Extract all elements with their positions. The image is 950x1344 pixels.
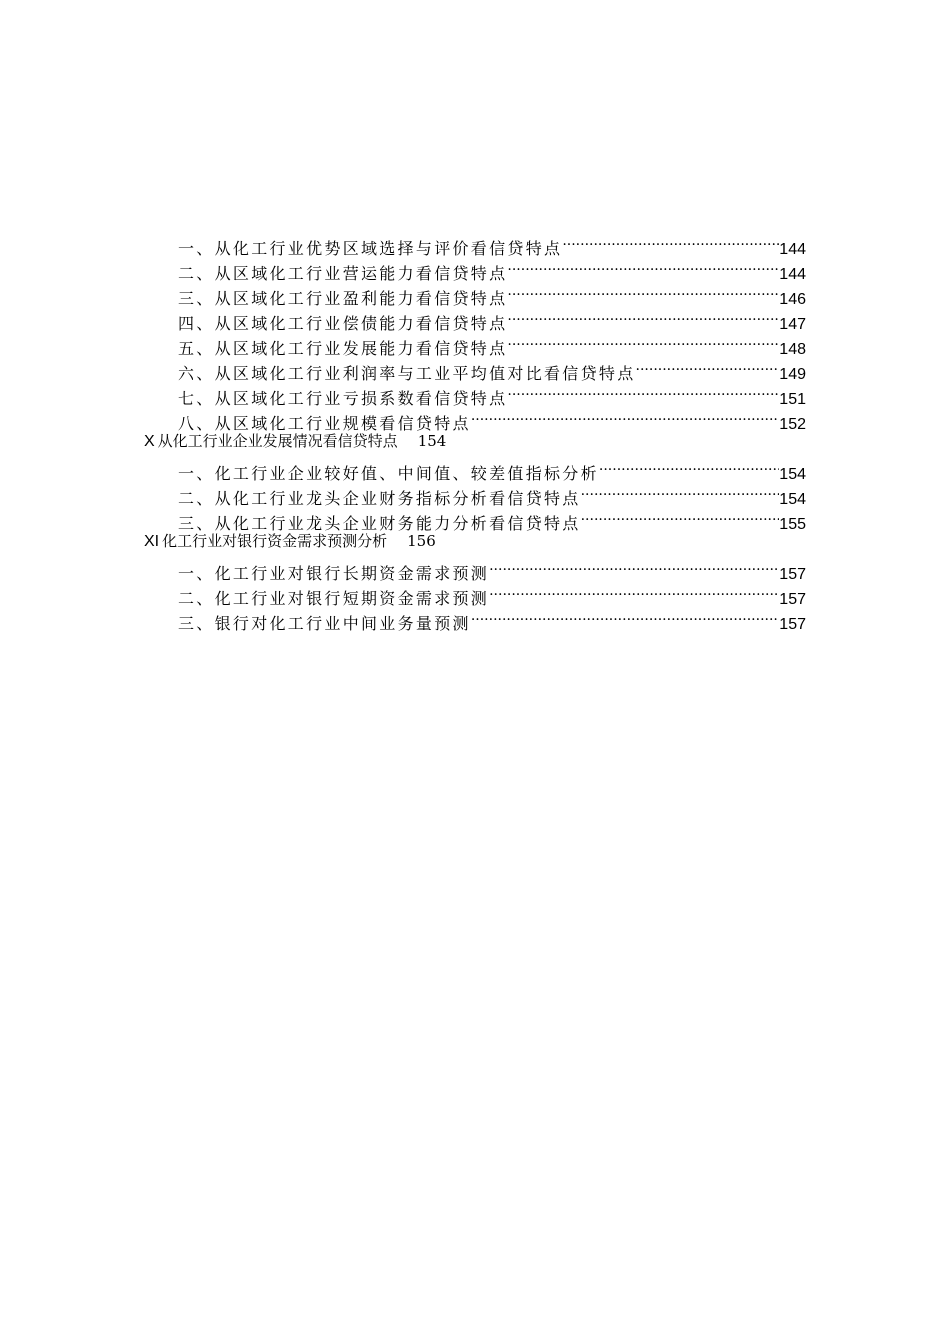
toc-entry-title: 三、从化工行业龙头企业财务能力分析看信贷特点 <box>178 514 581 533</box>
toc-entry-page: 155 <box>779 516 806 533</box>
toc-entry-page: 152 <box>779 416 806 433</box>
dot-leader <box>581 504 780 529</box>
toc-entry[interactable] <box>178 229 806 258</box>
toc-entry-title: 六、从区域化工行业利润率与工业平均值对比看信贷特点 <box>178 364 636 383</box>
toc-entry-title: 三、从区域化工行业盈利能力看信贷特点 <box>178 289 508 308</box>
toc-entry-title: 二、从化工行业龙头企业财务指标分析看信贷特点 <box>178 489 581 508</box>
toc-entry-title: 四、从区域化工行业偿债能力看信贷特点 <box>178 314 508 333</box>
dot-leader <box>599 454 779 479</box>
toc-entry-page: 157 <box>779 591 806 608</box>
toc-entry-page: 146 <box>779 291 806 308</box>
dot-leader <box>507 254 779 279</box>
toc-entry-title: 五、从区域化工行业发展能力看信贷特点 <box>178 339 508 358</box>
chapter-title: 化工行业对银行资金需求预测分析 <box>162 532 388 550</box>
dot-leader <box>507 304 779 329</box>
chapter-page: 156 <box>407 532 436 550</box>
toc-entry-title: 一、化工行业企业较好值、中间值、较差值指标分析 <box>178 464 599 483</box>
chapter-number: XI <box>144 533 160 550</box>
dot-leader <box>489 579 779 604</box>
toc-entry-page: 148 <box>779 341 806 358</box>
dot-leader <box>507 279 779 304</box>
toc-entry-page: 157 <box>779 566 806 583</box>
toc-entry-page: 151 <box>779 391 806 408</box>
toc-entry-page: 147 <box>779 316 806 333</box>
dot-leader <box>507 329 779 354</box>
dot-leader <box>581 479 780 504</box>
chapter-number: X <box>144 433 155 450</box>
table-of-contents <box>0 229 950 633</box>
toc-chapter-heading[interactable] <box>144 429 950 454</box>
chapter-page: 154 <box>417 432 447 450</box>
dot-leader <box>471 404 779 429</box>
toc-entry-page: 144 <box>779 266 806 283</box>
chapter-title: 从化工行业企业发展情况看信贷特点 <box>157 432 398 450</box>
toc-entry-title: 三、银行对化工行业中间业务量预测 <box>178 614 471 633</box>
dot-leader <box>507 379 779 404</box>
dot-leader <box>562 229 779 254</box>
toc-entry-page: 157 <box>779 616 806 633</box>
toc-entry-title: 二、从区域化工行业营运能力看信贷特点 <box>178 264 508 283</box>
toc-entry-title: 一、化工行业对银行长期资金需求预测 <box>178 564 490 583</box>
toc-entry-title: 二、化工行业对银行短期资金需求预测 <box>178 589 490 608</box>
dot-leader <box>636 354 780 379</box>
toc-entry-page: 154 <box>779 466 806 483</box>
toc-entry[interactable] <box>178 554 806 583</box>
toc-entry-title: 一、从化工行业优势区域选择与评价看信贷特点 <box>178 239 563 258</box>
dot-leader <box>489 554 779 579</box>
toc-entry-page: 144 <box>779 241 806 258</box>
toc-entry-page: 149 <box>779 366 806 383</box>
toc-entry-title: 八、从区域化工行业规模看信贷特点 <box>178 414 471 433</box>
dot-leader <box>471 604 779 629</box>
toc-entry-page: 154 <box>779 491 806 508</box>
toc-entry-title: 七、从区域化工行业亏损系数看信贷特点 <box>178 389 508 408</box>
toc-entry[interactable] <box>178 454 806 483</box>
